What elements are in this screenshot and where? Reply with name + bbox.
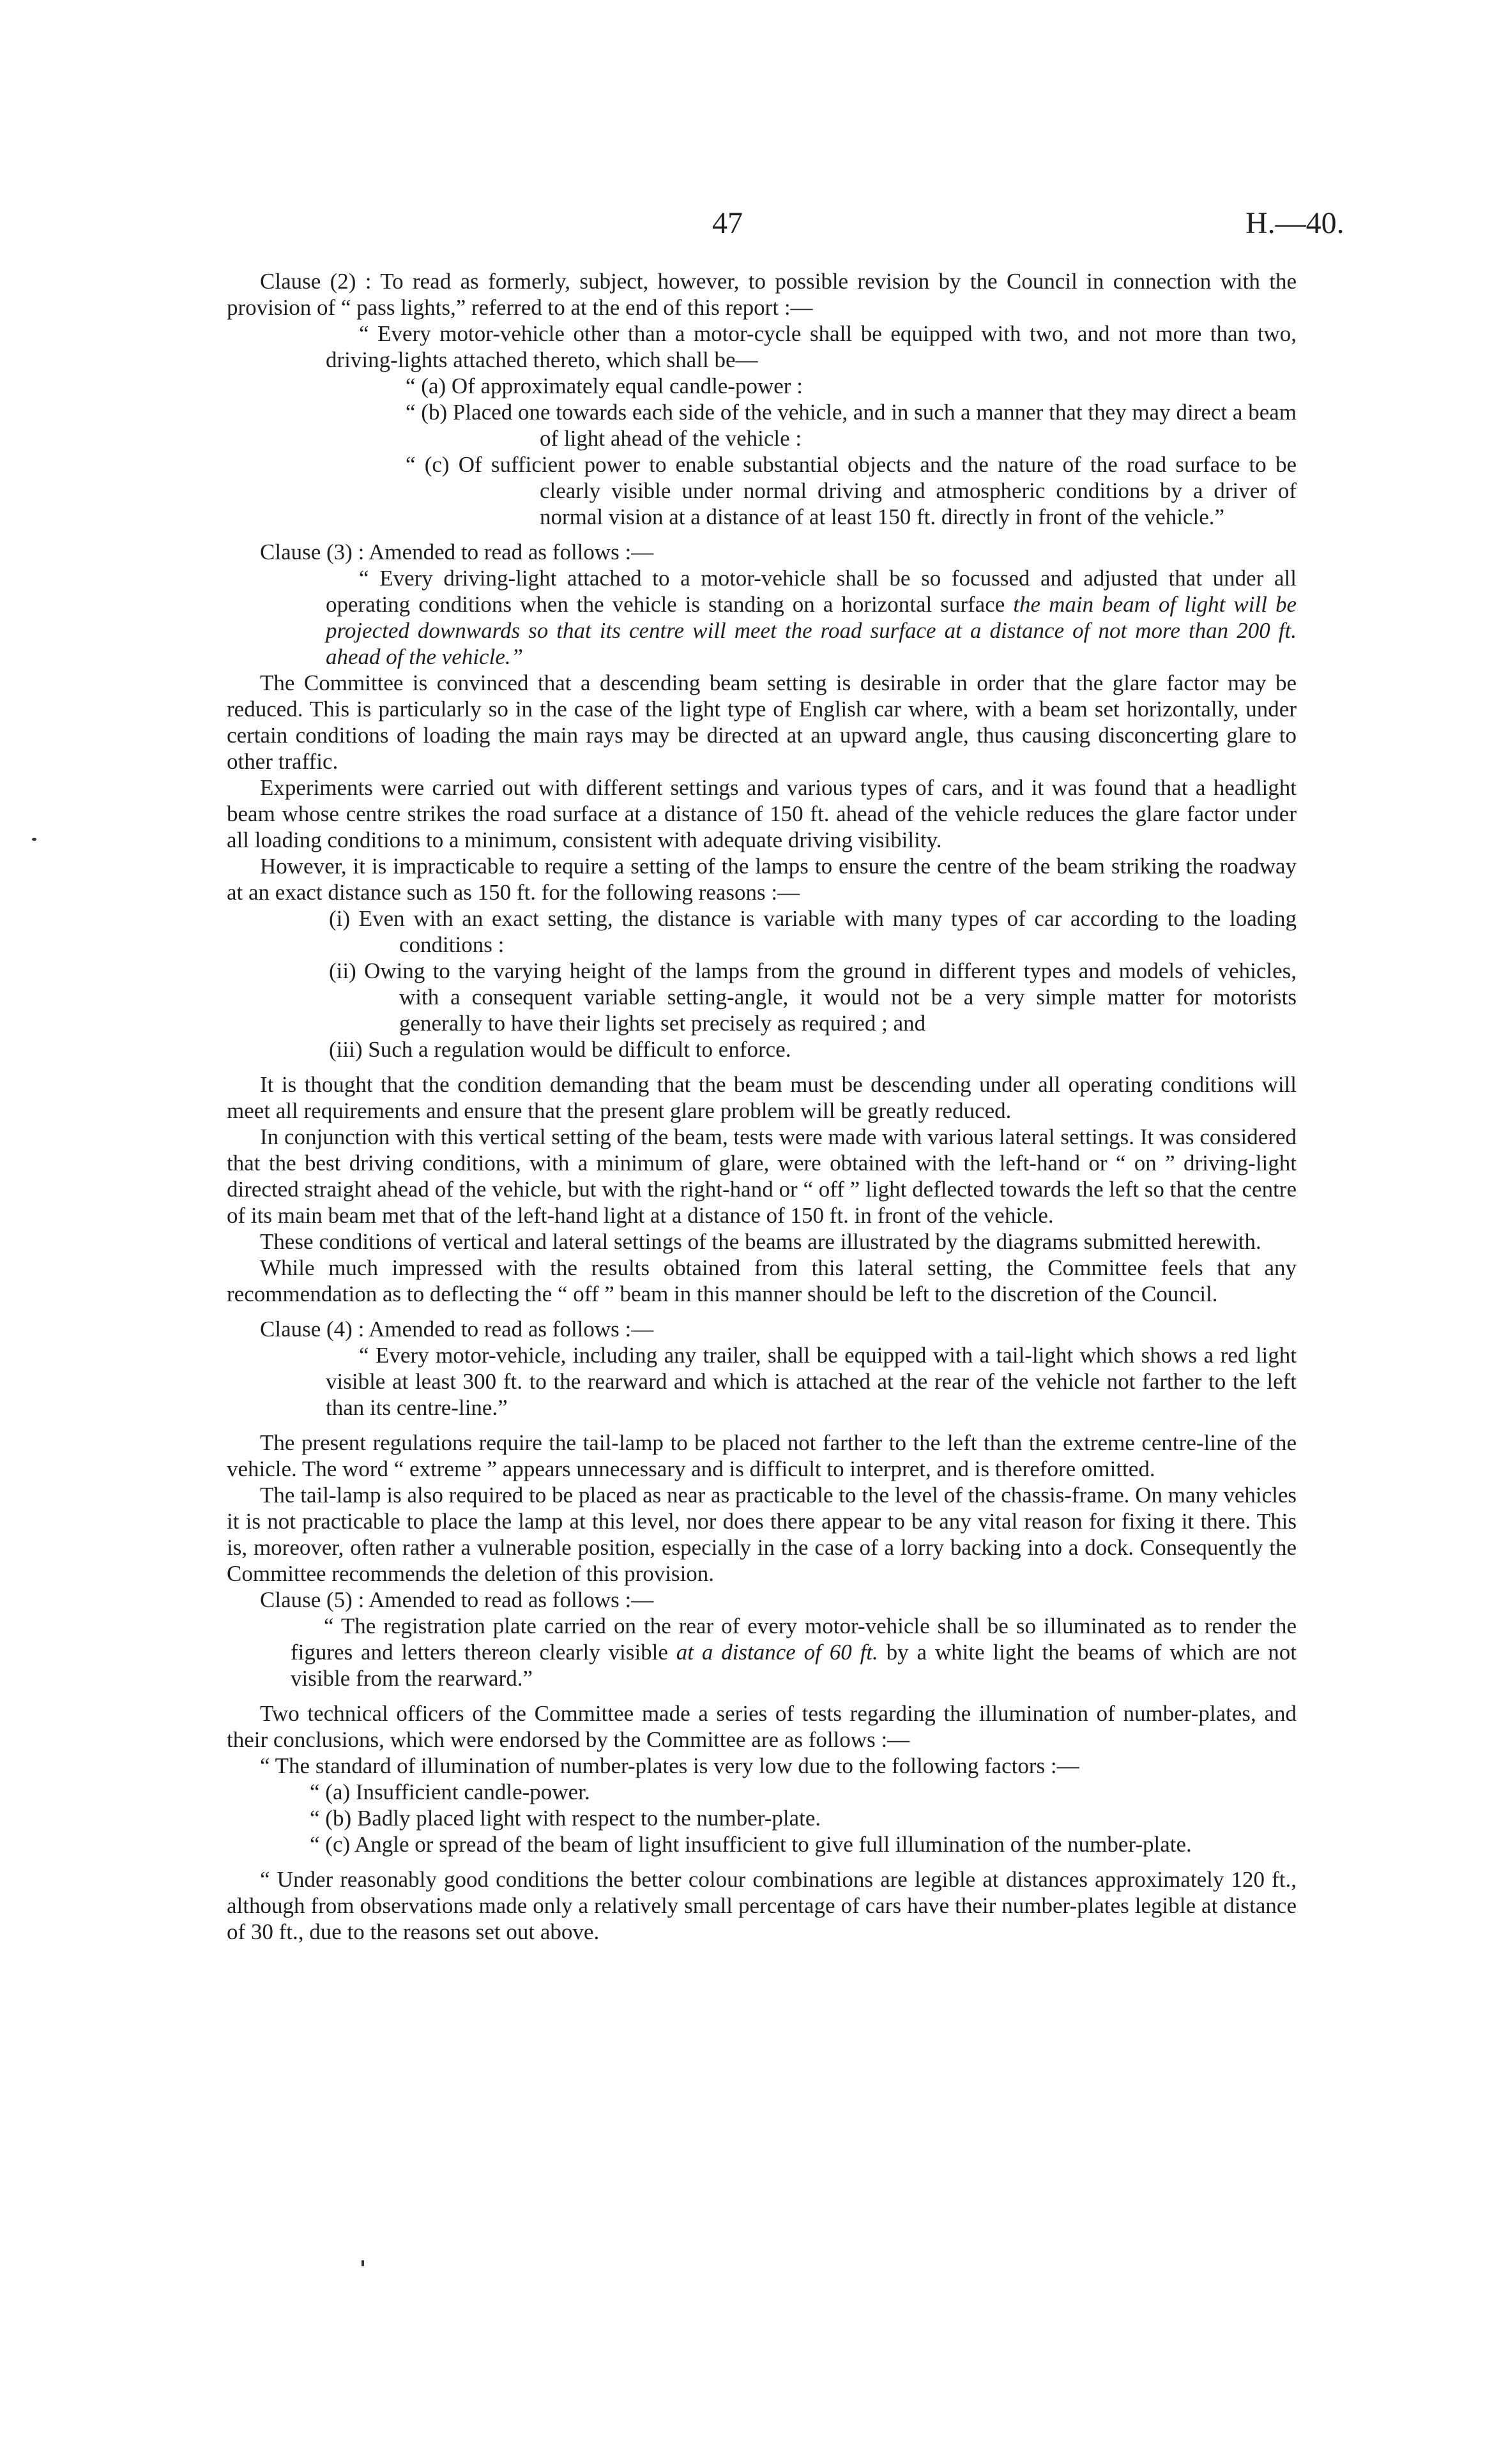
paragraph: However, it is impracticable to require a setting of the lamps to ensure the centre of the beam striking the roadway at an exact distance such as 150 ft. for the following reasons :— — [227, 854, 1297, 905]
list-item: “ (c) Angle or spread of the beam of light insufficient to give full illumination of the number-plate. — [310, 1832, 1192, 1857]
list-item: “ (b) Badly placed light with respect to the number-plate. — [310, 1806, 821, 1831]
body-text — [227, 268, 1297, 1945]
paragraph: Two technical officers of the Committee made a series of tests regarding the illumination of number-plates, and their conclusions, which were endorsed by the Committee are as follows :— — [227, 1701, 1297, 1752]
paragraph: These conditions of vertical and lateral settings of the beams are illustrated by the diagrams submitted herewith. — [260, 1229, 1261, 1254]
quote-text: by a white light the beams of which are not visible from the rearward.” — [291, 1640, 1297, 1691]
quoted-paragraph: “ The standard of illumination of number-plates is very low due to the following factors :— — [260, 1753, 1079, 1778]
list-item: “ (a) Of approximately equal candle-power : — [406, 374, 803, 398]
paragraph: While much impressed with the results obtained from this lateral setting, the Committee feels that any recommendation as to deflecting the “ off ” beam in this manner should be left to the discretion of the Council. — [227, 1255, 1297, 1306]
quoted-regulation: “ Every motor-vehicle, including any trailer, shall be equipped with a tail-light which shows a red light visible at least 300 ft. to the rearward and which is attached at the rear of the vehicle not farther to the left than its centre-line.” — [326, 1343, 1297, 1420]
paragraph: The tail-lamp is also required to be placed as near as practicable to the level of the chassis-frame. On many vehicles it is not practicable to place the lamp at this level, nor does there appear to be any vital reason for fixing it there. This is, moreover, often rather a vulnerable position, especially in the case of a lorry backing into a dock. Consequently the Committee recommends the deletion of this provision. — [227, 1483, 1297, 1586]
clause-heading: Clause (5) : Amended to read as follows :— — [260, 1587, 654, 1612]
quoted-paragraph: “ Under reasonably good conditions the better colour combinations are legible at distances approximately 120 ft., although from observations made only a relatively small percentage of cars have their number-plates legible at distance of 30 ft., due to the reasons set out above. — [227, 1867, 1297, 1944]
list-item: (ii) Owing to the varying height of the lamps from the ground in different types and models of vehicles, with a consequent variable setting-angle, it would not be a very simple matter for motorists generally to have their lights set precisely as required ; and — [329, 958, 1297, 1036]
document-code: H.—40. — [1245, 206, 1344, 240]
page-number: 47 — [712, 206, 743, 240]
list-item: “ (b) Placed one towards each side of the vehicle, and in such a manner that they may direct a beam of light ahead of the vehicle : — [406, 400, 1297, 451]
paragraph: The present regulations require the tail-lamp to be placed not farther to the left than the extreme centre-line of the vehicle. The word “ extreme ” appears unnecessary and is difficult to interpret, and is therefore omitted. — [227, 1430, 1297, 1481]
paragraph: In conjunction with this vertical setting of the beam, tests were made with various lateral settings. It was considered that the best driving conditions, with a minimum of glare, were obtained with the left-hand or “ on ” driving-light directed straight ahead of the vehicle, but with the right-hand or “ off ” light deflected towards the left so that the centre of its main beam met that of the left-hand light at a distance of 150 ft. in front of the vehicle. — [227, 1124, 1297, 1228]
quoted-regulation — [291, 1613, 1297, 1691]
quote-text: “ The registration plate carried on the rear of every motor-vehicle shall be so illuminated as to render the figures and letters thereon clearly visible — [291, 1614, 1297, 1665]
clause-heading: Clause (4) : Amended to read as follows :— — [260, 1317, 654, 1342]
list-item: (i) Even with an exact setting, the distance is variable with many types of car according to the loading conditions : — [329, 906, 1297, 957]
scan-speck — [362, 2260, 364, 2266]
scan-speck — [32, 838, 36, 841]
list-item: (iii) Such a regulation would be difficult to enforce. — [329, 1037, 791, 1062]
quoted-regulation: “ Every motor-vehicle other than a motor-cycle shall be equipped with two, and not more than two, driving-lights attached thereto, which shall be— — [326, 321, 1297, 372]
quoted-regulation — [326, 565, 1297, 670]
paragraph: It is thought that the condition demanding that the beam must be descending under all operating conditions will meet all requirements and ensure that the present glare problem will be greatly reduced. — [227, 1072, 1297, 1123]
paragraph: Clause (2) : To read as formerly, subject, however, to possible revision by the Council in connection with the provision of “ pass lights,” referred to at the end of this report :— — [227, 269, 1297, 320]
list-item: “ (a) Insufficient candle-power. — [310, 1780, 590, 1804]
quote-text: “ Every driving-light attached to a motor-vehicle shall be so focussed and adjusted that under all operating conditions when the vehicle is standing on a horizontal surface — [326, 566, 1297, 617]
clause-heading: Clause (3) : Amended to read as follows :— — [260, 540, 654, 564]
paragraph: The Committee is convinced that a descending beam setting is desirable in order that the glare factor may be reduced. This is particularly so in the case of the light type of English car where, with a beam set horizontally, under certain conditions of loading the main rays may be directed at an upward angle, thus causing disconcerting glare to other traffic. — [227, 670, 1297, 774]
paragraph: Experiments were carried out with different settings and various types of cars, and it was found that a headlight beam whose centre strikes the road surface at a distance of 150 ft. ahead of the vehicle reduces the glare factor under all loading conditions to a minimum, consistent with adequate driving visibility. — [227, 775, 1297, 852]
quote-emphasis: at a distance of 60 ft. — [676, 1640, 878, 1665]
list-item: “ (c) Of sufficient power to enable substantial objects and the nature of the road surface to be clearly visible under normal driving and atmospheric conditions by a driver of normal vision at a distance of at least 150 ft. directly in front of the vehicle.” — [406, 452, 1297, 529]
quote-emphasis: the main beam of light will be projected downwards so that its centre will meet the road surface at a distance of not more than 200 ft. ahead of the vehicle.” — [326, 592, 1297, 669]
